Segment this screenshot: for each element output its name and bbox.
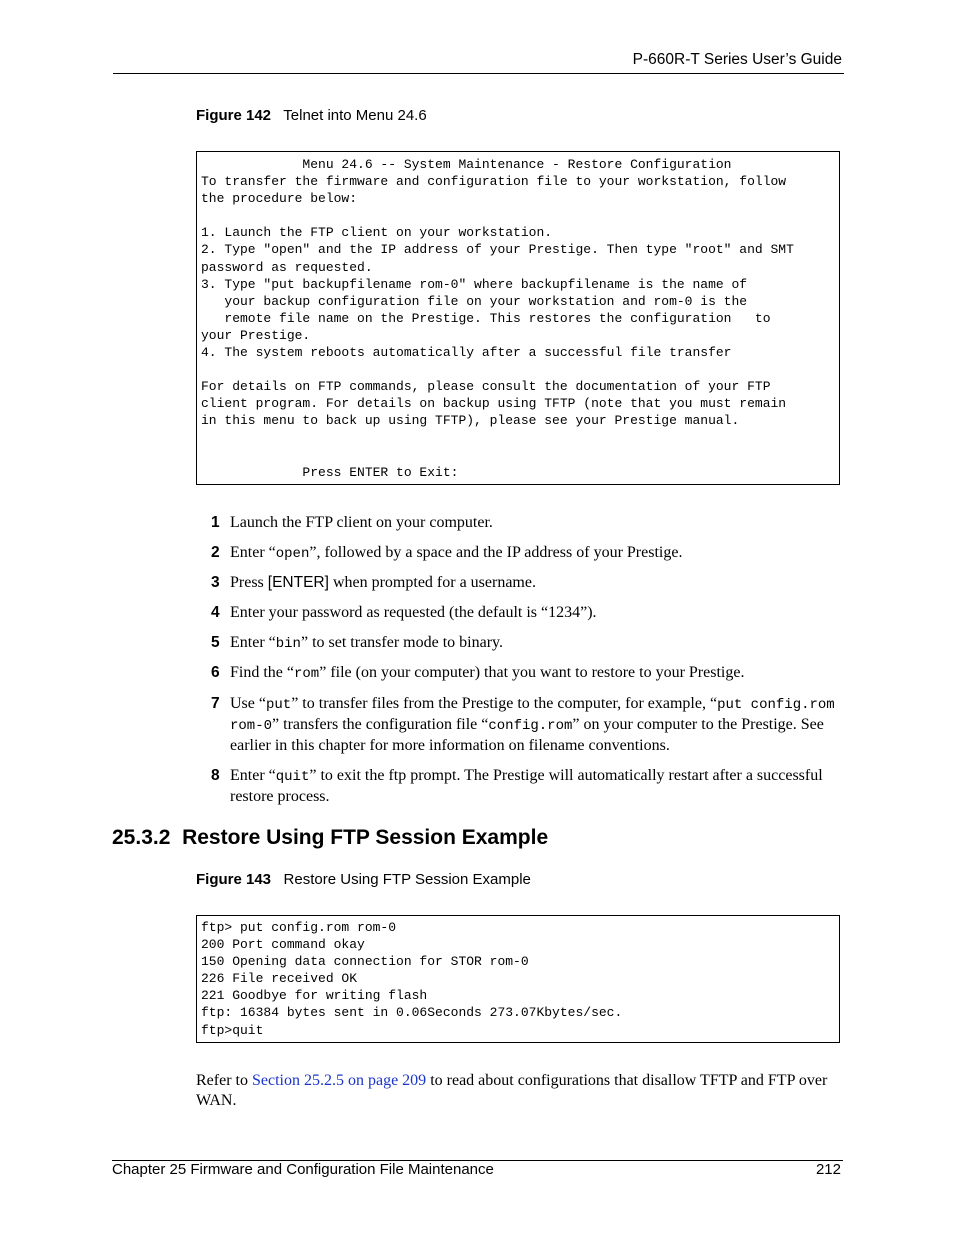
step-text: when prompted for a username. — [328, 574, 536, 592]
figure-143-title: Restore Using FTP Session Example — [283, 871, 531, 888]
figure-142-screen-text: Menu 24.6 -- System Maintenance - Restore Configuration To transfer the firmware and configuration file to your workstation, follow the procedure below: 1. Launch the FTP client on your workstation. 2. Type "open" and the IP address of your Prestige. Then type "root" and SMT password as requested. 3. Type "put backupfilename rom-0" where backupfilename is the name of your backup configuration file on your workstation and rom-0 is the remote file name on the Prestige. This restores the configuration to your Prestige. 4. The system reboots automatically after a successful file transfer For details on FTP commands, please consult the documentation of your FTP client program. For details on backup using TFTP (note that you must remain in this menu to back up using TFTP), please see your Prestige manual. Press ENTER to Exit: — [201, 157, 794, 480]
step-text: Launch the FTP client on your computer. — [230, 514, 493, 531]
code-put: put — [265, 697, 292, 714]
step-text: Press — [230, 574, 268, 592]
figure-143-caption — [196, 871, 531, 888]
step-text: Use “ — [230, 695, 266, 713]
refer-paragraph — [196, 1071, 846, 1111]
section-title: Restore Using FTP Session Example — [182, 826, 549, 849]
code-open: open — [275, 545, 310, 562]
section-heading — [112, 826, 548, 850]
step-text: Enter “ — [230, 543, 276, 561]
step-text: Enter “ — [230, 633, 276, 651]
step-6 — [196, 663, 846, 684]
code-bin: bin — [275, 635, 301, 652]
step-text: ” to transfer files from the Prestige to the computer, for example, “ — [291, 695, 718, 713]
step-number: 5 — [211, 633, 220, 651]
key-enter: [ENTER] — [267, 574, 329, 592]
figure-142-screen — [196, 151, 840, 485]
refer-text: Refer to — [196, 1072, 252, 1089]
step-number: 6 — [211, 664, 220, 682]
step-text: ” on your computer to the Prestige. See earlier in this chapter for more information on filename conventions. — [230, 716, 824, 755]
step-1 — [196, 513, 846, 533]
step-text: Find the “ — [230, 664, 294, 682]
figure-142-title: Telnet into Menu 24.6 — [283, 107, 427, 124]
figure-142-caption — [196, 107, 427, 124]
step-text: ” file (on your computer) that you want to restore to your Prestige. — [319, 664, 745, 682]
steps-list — [196, 513, 846, 817]
step-text: ”, followed by a space and the IP address of your Prestige. — [309, 543, 683, 561]
code-put-example: put config.rom rom-0 — [230, 697, 835, 735]
code-quit: quit — [275, 768, 310, 785]
header-title: P-660R-T Series User’s Guide — [632, 51, 842, 68]
section-number: 25.3.2 — [112, 826, 171, 849]
step-number: 7 — [211, 695, 220, 713]
figure-143-number: Figure 143 — [196, 871, 272, 888]
step-8 — [196, 766, 846, 807]
figure-143-screen-text: ftp> put config.rom rom-0 200 Port command okay 150 Opening data connection for STOR rom-0 226 File received OK 221 Goodbye for writing flash ftp: 16384 bytes sent in 0.06Seconds 273.07Kbytes/sec. ftp>quit — [201, 920, 623, 1038]
figure-143-screen — [196, 915, 840, 1043]
page-number: 212 — [815, 1161, 841, 1178]
figure-142-number: Figure 142 — [196, 107, 272, 124]
step-text: ” transfers the configuration file “ — [272, 716, 489, 734]
step-5 — [196, 633, 846, 654]
step-text: ” to exit the ftp prompt. The Prestige will automatically restart after a successful restore process. — [230, 766, 823, 805]
step-4 — [196, 603, 846, 623]
step-text: Enter your password as requested (the default is “1234”). — [230, 604, 597, 622]
step-number: 4 — [211, 604, 220, 622]
step-number: 3 — [211, 574, 220, 592]
step-2 — [196, 543, 846, 564]
code-config-rom: config.rom — [488, 718, 573, 735]
step-7 — [196, 694, 846, 756]
refer-text: to read about configurations that disallow TFTP and FTP over WAN. — [196, 1072, 828, 1109]
step-number: 1 — [211, 514, 220, 531]
footer-chapter: Chapter 25 Firmware and Configuration File Maintenance — [112, 1161, 494, 1178]
header-rule — [113, 73, 844, 74]
section-link[interactable]: Section 25.2.5 on page 209 — [251, 1072, 427, 1089]
step-text: ” to set transfer mode to binary. — [300, 633, 503, 651]
step-number: 8 — [211, 766, 220, 784]
code-rom: rom — [294, 666, 320, 683]
step-text: Enter “ — [230, 766, 276, 784]
step-3 — [196, 573, 846, 593]
step-number: 2 — [211, 543, 220, 561]
